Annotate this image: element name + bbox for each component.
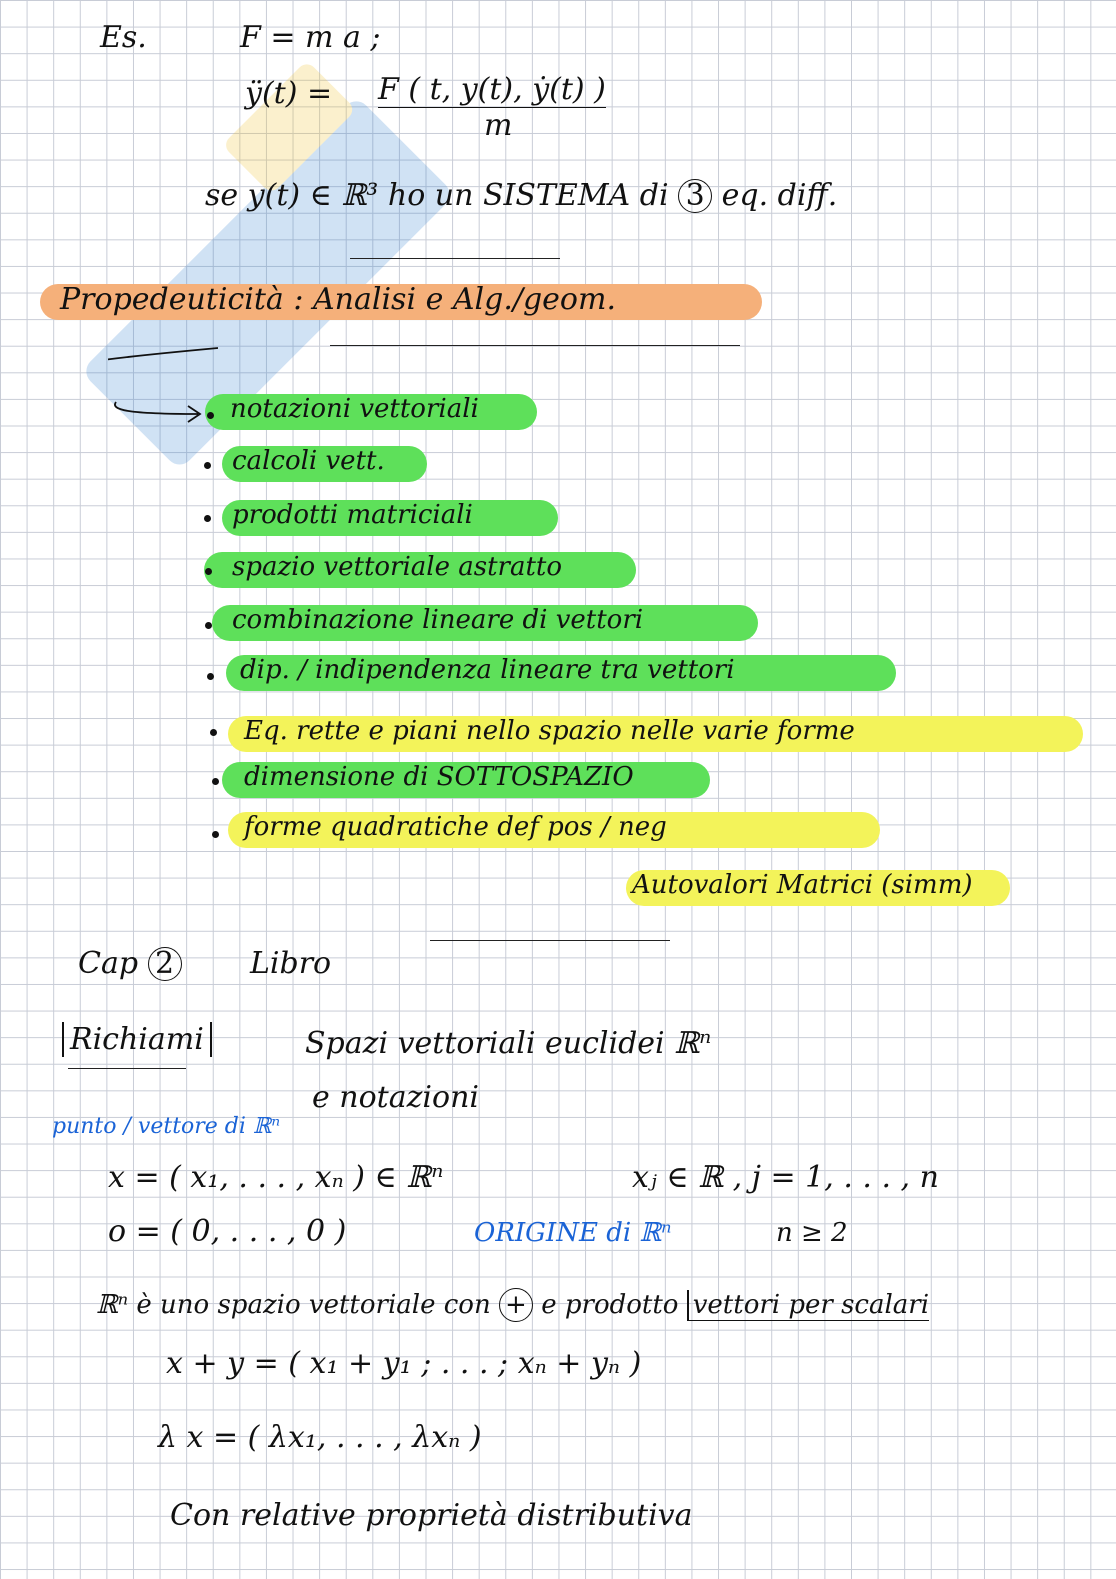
prereq-item-9: forme quadratiche def pos / neg	[244, 812, 667, 842]
vector-sum: x + y = ( x₁ + y₁ ; . . . ; xₙ + yₙ )	[166, 1346, 642, 1381]
system-tail: eq. diff.	[721, 178, 838, 213]
x-condition: xⱼ ∈ ℝ , j = 1, . . . , n	[632, 1160, 939, 1195]
cap-number-circle: 2	[148, 947, 182, 981]
vs-boxed: vettori per scalari	[687, 1290, 929, 1321]
topic-line-1: Spazi vettoriali euclidei ℝⁿ	[305, 1026, 712, 1061]
prereq-item-3: prodotti matriciali	[232, 500, 473, 530]
n-condition: n ≥ 2	[776, 1218, 848, 1248]
topic-line-2: e notazioni	[312, 1080, 479, 1115]
scalar-product: λ x = ( λx₁, . . . , λxₙ )	[158, 1420, 482, 1455]
bullet-2	[204, 462, 211, 469]
bullet-6	[207, 673, 214, 680]
prereq-item-7: Eq. rette e piani nello spazio nelle varie forme	[244, 716, 855, 746]
richiami-box: Richiami	[62, 1022, 212, 1057]
prereq-item-1: notazioni vettoriali	[230, 394, 479, 424]
richiami-underline	[68, 1068, 186, 1069]
ode-lhs: ÿ(t) =	[245, 76, 333, 111]
separator-2	[430, 940, 670, 941]
prereq-item-2: calcoli vett.	[232, 446, 385, 476]
properties: Con relative proprietà distributiva	[170, 1498, 693, 1533]
plus-circle: +	[499, 1288, 533, 1322]
bullet-8	[212, 778, 219, 785]
system-sentence: se y(t) ∈ ℝ³ ho un SISTEMA di	[205, 178, 669, 213]
system-text	[205, 178, 837, 213]
newton-law: F = m a ;	[240, 20, 381, 55]
vs-text: ℝⁿ è uno spazio vettoriale con	[96, 1290, 491, 1320]
example-label: Es.	[100, 20, 147, 55]
vector-space-line	[96, 1288, 929, 1322]
origin-label: ORIGINE di ℝⁿ	[474, 1218, 672, 1248]
bullet-5	[205, 622, 212, 629]
x-definition: x = ( x₁, . . . , xₙ ) ∈ ℝⁿ	[108, 1160, 444, 1195]
bullet-3	[204, 515, 211, 522]
ode-numerator: F ( t, y(t), ẏ(t) )	[378, 72, 606, 107]
prereq-item-6: dip. / indipendenza lineare tra vettori	[240, 655, 735, 685]
ode-denominator: m	[484, 108, 513, 143]
prereq-title: Propedeuticità : Analisi e Alg./geom.	[60, 282, 616, 317]
bullet-4	[205, 568, 212, 575]
o-definition: o = ( 0, . . . , 0 )	[108, 1214, 347, 1249]
prereq-item-5: combinazione lineare di vettori	[232, 605, 644, 635]
blue-note: punto / vettore di ℝⁿ	[52, 1114, 281, 1139]
prereq-item-4: spazio vettoriale astratto	[232, 552, 563, 582]
bullet-9	[212, 831, 219, 838]
cap-label: Cap	[78, 946, 139, 981]
separator-1	[350, 258, 560, 259]
prereq-underline	[330, 345, 740, 346]
bullet-1	[207, 412, 214, 419]
arrow-icon	[108, 340, 218, 430]
prereq-item-8: dimensione di SOTTOSPAZIO	[244, 762, 634, 792]
prereq-extra: Autovalori Matrici (simm)	[632, 870, 973, 900]
system-count-circle: 3	[678, 179, 712, 213]
vs-tail: e prodotto	[541, 1290, 679, 1320]
cap-heading	[78, 946, 182, 981]
bullet-7	[210, 729, 217, 736]
book-label: Libro	[250, 946, 332, 981]
